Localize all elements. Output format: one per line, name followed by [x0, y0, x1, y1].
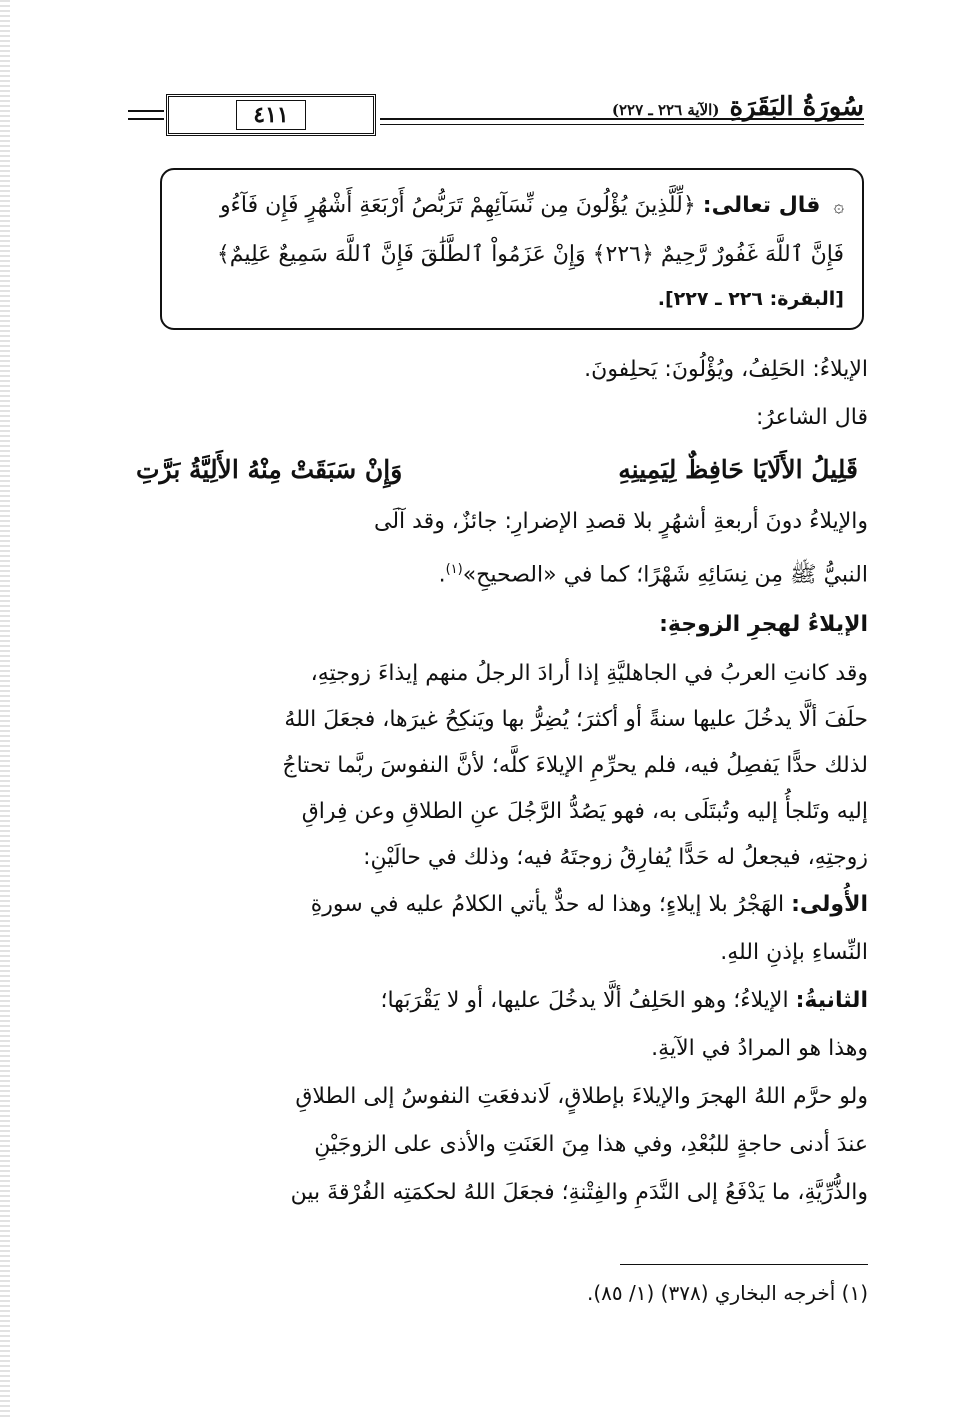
poem-verse — [128, 442, 868, 498]
header-rule — [128, 118, 164, 120]
paragraph-line: والإيلاءُ دونَ أربعةِ أشهُرٍ بلا قصدِ الإضرارِ: جائزٌ، وقد آلَى — [373, 509, 868, 534]
paragraph-line: والذُّرِّيَّةِ، ما يَدْفَعُ إلى النَّدَمِ والفِتْنةِ؛ فجعَلَ اللهُ لحكمَتِه الفُرْقةَ بين — [290, 1180, 868, 1206]
paragraph-line: ولو حرَّم اللهُ الهجرَ والإيلاءَ بإطلاقٍ، لَاندفعَتِ النفوسُ إلى الطلاقِ — [295, 1084, 868, 1110]
page-header — [128, 88, 864, 148]
paragraph: قال الشاعرُ: — [755, 405, 868, 430]
paragraph-line — [128, 881, 868, 929]
verse-line-1 — [180, 182, 844, 231]
footnote: (١) أخرجه البخاري (٣٧٨) (١/ ٨٥). — [586, 1281, 868, 1305]
paragraph-line: عندَ أدنى حاجةٍ للبُعْدِ، وفي هذا مِنَ العَنَتِ والأذى على الزوجَيْنِ — [314, 1132, 868, 1158]
paragraph-line: لذلك حدًّا يَفصِلُ فيه، فلم يحرِّمِ الإيلاءَ كلَّه؛ لأنَّ النفوسَ ربَّما تحتاجُ — [282, 753, 868, 779]
section-heading: الإيلاءُ لهجرِ الزوجةِ: — [659, 612, 868, 638]
page-number-frame — [166, 94, 376, 136]
paragraph-text: النبيُّ ﷺ مِن نِسَائِهِ شَهْرًا؛ كما في «الصحيحِ» — [462, 562, 868, 588]
header-rule — [128, 110, 164, 112]
scan-edge — [0, 0, 10, 1417]
surah-name: سُورَةُ البَقَرَةِ — [729, 92, 864, 122]
paragraph-line: وقد كانتِ العربُ في الجاهليَّةِ إذا أرادَ الرجلُ منهم إيذاءَ زوجتِهِ، — [310, 661, 868, 687]
running-title — [612, 92, 864, 122]
point-label: الأُولى: — [791, 892, 868, 918]
poem-hemistich-right: قَلِيلُ الأَلَايَا حَافِظٌ لِيَمِينِهِ — [618, 455, 858, 484]
verse-line-2: فَإِنَّ ٱللَّهَ غَفُورٌ رَّحِيمٌ ﴿٢٢٦﴾ وَإِنْ عَزَمُواْ ٱلطَّلَٰقَ فَإِنَّ ٱللَّهَ سَمِيعٌ عَلِيمٌ﴾ — [216, 242, 844, 267]
page-number: ٤١١ — [236, 100, 305, 130]
paragraph: الإيلاءُ: الحَلِفُ، ويُؤْلُونَ: يَحلِفونَ. — [584, 357, 868, 382]
footnote-rule — [620, 1264, 868, 1265]
paragraph-line: النبيُّ ﷺ مِن نِسَائِهِ شَهْرًا؛ كما في «الصحيحِ»$^{(١)}$. — [438, 562, 868, 588]
verse-reference: [البقرة: ٢٢٦ ـ ٢٢٧]. — [657, 288, 844, 310]
point-label: الثانيةُ: — [795, 988, 868, 1014]
ornament-icon: ۞ — [833, 196, 844, 217]
paragraph-line: إليه وتَلجأُ إليه وتُبتَلَى به، فهو يَصُدُّ الرَّجُلَ عنِ الطلاقِ وعن فِراقِ — [301, 799, 868, 825]
paragraph-line — [128, 977, 868, 1025]
paragraph-line: حلَفَ ألَّا يدخُلَ عليها سنةً أو أكثرَ؛ يُضِرُّ بها ويَنكِحُ غيرَها، فجعَلَ اللهُ — [284, 707, 868, 733]
paragraph-line: وهذا هو المرادُ في الآيةِ. — [651, 1036, 868, 1062]
paragraph-line: النِّساءِ بإذنِ اللهِ. — [720, 940, 868, 966]
paragraph-text: الهَجْرُ بلا إيلاءٍ؛ وهذا له حدٌّ يأتي الكلامُ عليه في سورةِ — [310, 892, 785, 918]
verse-box — [160, 168, 864, 330]
footnote-marker: (١) — [445, 562, 463, 577]
poem-hemistich-left: وَإِنْ سَبَقَتْ مِنْهُ الأَلِيَّةُ بَرَّتِ — [136, 455, 403, 484]
paragraph-text: الإيلاءُ؛ وهو الحَلِفُ ألَّا يدخُلَ عليها، أو لا يَقْرَبَها؛ — [380, 988, 789, 1014]
header-rule — [380, 124, 864, 125]
verse-intro: قال تعالى: — [702, 193, 821, 218]
verse-text: ﴿لِّلَّذِينَ يُؤْلُونَ مِن نِّسَآئِهِمْ تَرَبُّصُ أَرْبَعَةِ أَشْهُرٍ فَإِن فَآءُو — [219, 193, 696, 218]
paragraph-line: زوجتِهِ، فيجعلُ له حَدًّا يُفارِقُ زوجتَهُ فيه؛ وذلك في حالَيْنِ: — [363, 845, 868, 871]
verse-range: (الآية ٢٢٦ ـ ٢٢٧) — [611, 101, 720, 119]
main-text — [128, 346, 868, 1217]
